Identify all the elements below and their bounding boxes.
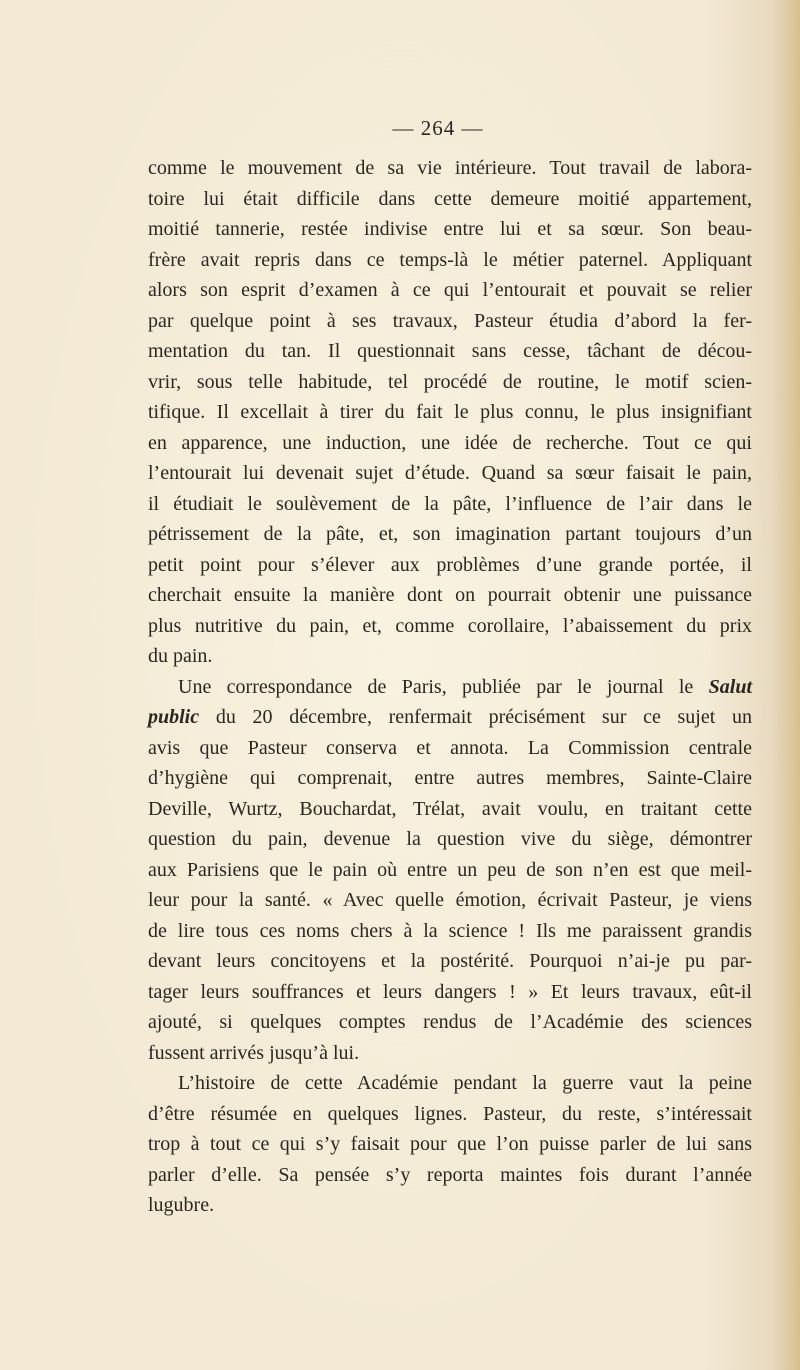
text-line <box>148 1099 752 1130</box>
text-line <box>148 306 752 337</box>
text-line <box>148 611 752 642</box>
line-text: moitié tannerie, restée indivise entre lui et sa sœur. Son beau- <box>148 218 752 240</box>
text-line <box>148 1068 752 1099</box>
line-text: trop à tout ce qui s’y faisait pour que l’on puisse parler de lui sans <box>148 1133 752 1155</box>
line-text: frère avait repris dans ce temps-là le métier paternel. Appliquant <box>148 248 752 271</box>
line-text: d’être résumée en quelques lignes. Pasteur, du reste, s’intéressait <box>148 1102 752 1125</box>
line-text: leur pour la santé. « Avec quelle émotion, écrivait Pasteur, je viens <box>148 889 752 911</box>
text-line <box>148 184 752 215</box>
line-text: du pain. <box>148 645 213 667</box>
line-text: de lire tous ces noms chers à la science ! Ils me paraissent grandis <box>148 919 752 942</box>
text-line <box>148 428 752 459</box>
text-line <box>148 519 752 550</box>
line-text: mentation du tan. Il questionnait sans cesse, tâchant de décou- <box>148 340 752 362</box>
text-line <box>148 550 752 581</box>
page-number: — 264 — <box>392 116 484 140</box>
line-text: Deville, Wurtz, Bouchardat, Trélat, avait voulu, en traitant cette <box>148 797 752 820</box>
line-text: fussent arrivés jusqu’à lui. <box>148 1041 360 1064</box>
line-text: devant leurs concitoyens et la postérité. Pourquoi n’ai-je pu par- <box>148 950 752 972</box>
text-line <box>148 367 752 398</box>
line-text: lugubre. <box>148 1194 215 1216</box>
text-line <box>148 672 752 703</box>
text-line <box>148 1038 752 1069</box>
line-text: parler d’elle. Sa pensée s’y reporta maintes fois durant l’année <box>148 1163 752 1186</box>
line-text: alors son esprit d’examen à ce qui l’entourait et pouvait se relier <box>148 279 752 301</box>
line-text: par quelque point à ses travaux, Pasteur étudia d’abord la fer- <box>148 309 752 332</box>
text-line <box>148 977 752 1008</box>
text-line <box>148 275 752 306</box>
line-text: tifique. Il excellait à tirer du fait le plus connu, le plus insignifiant <box>148 401 752 423</box>
line-text: plus nutritive du pain, et, comme corollaire, l’abaissement du prix <box>148 614 752 637</box>
line-text: avis que Pasteur conserva et annota. La Commission centrale <box>148 736 752 759</box>
text-line <box>148 1160 752 1191</box>
line-text: tager leurs souffrances et leurs dangers ! » Et leurs travaux, eût-il <box>148 980 752 1003</box>
line-text: toire lui était difficile dans cette demeure moitié appartement, <box>148 187 752 210</box>
line-text: cherchait ensuite la manière dont on pourrait obtenir une puissance <box>148 584 752 606</box>
line-text: petit point pour s’élever aux problèmes d’une grande portée, il <box>148 553 752 576</box>
text-line <box>148 489 752 520</box>
text-line <box>148 153 752 184</box>
text-line <box>148 245 752 276</box>
line-text: comme le mouvement de sa vie intérieure. Tout travail de labora- <box>148 157 752 179</box>
text-line <box>148 397 752 428</box>
paragraph <box>148 1068 752 1221</box>
text-line <box>148 458 752 489</box>
text-line <box>148 855 752 886</box>
text-line <box>148 824 752 855</box>
line-text: aux Parisiens que le pain où entre un peu de son n’en est que meil- <box>148 858 752 881</box>
paragraph <box>148 153 752 672</box>
italic-title: public <box>148 706 200 728</box>
text-line <box>148 641 752 672</box>
line-text: il étudiait le soulèvement de la pâte, l’influence de l’air dans le <box>148 492 752 515</box>
page-edge-shadow <box>772 0 800 1370</box>
text-line <box>148 336 752 367</box>
paragraph <box>148 672 752 1069</box>
text-line <box>148 702 752 733</box>
line-text: en apparence, une induction, une idée de recherche. Tout ce qui <box>148 431 752 454</box>
italic-title: Salut <box>708 675 752 698</box>
text-line <box>148 1007 752 1038</box>
line-text: du 20 décembre, renfermait précisément sur ce sujet un <box>199 706 752 728</box>
text-line <box>148 580 752 611</box>
text-line <box>148 763 752 794</box>
text-line <box>148 794 752 825</box>
text-line <box>148 1190 752 1221</box>
line-text: question du pain, devenue la question vive du siège, démontrer <box>148 828 752 850</box>
line-text: pétrissement de la pâte, et, son imagination partant toujours d’un <box>148 523 752 545</box>
line-text: ajouté, si quelques comptes rendus de l’Académie des sciences <box>148 1011 752 1033</box>
text-line <box>148 885 752 916</box>
body-text <box>148 153 752 1221</box>
line-text: d’hygiène qui comprenait, entre autres membres, Sainte-Claire <box>148 767 752 789</box>
text-line <box>148 946 752 977</box>
text-line <box>148 214 752 245</box>
line-text: L’histoire de cette Académie pendant la guerre vaut la peine <box>178 1072 752 1094</box>
text-line <box>148 916 752 947</box>
text-line <box>148 733 752 764</box>
line-text: Une correspondance de Paris, publiée par le journal le <box>178 675 709 698</box>
line-text: vrir, sous telle habitude, tel procédé de routine, le motif scien- <box>148 370 752 393</box>
line-text: l’entourait lui devenait sujet d’étude. Quand sa sœur faisait le pain, <box>148 462 752 484</box>
text-line <box>148 1129 752 1160</box>
